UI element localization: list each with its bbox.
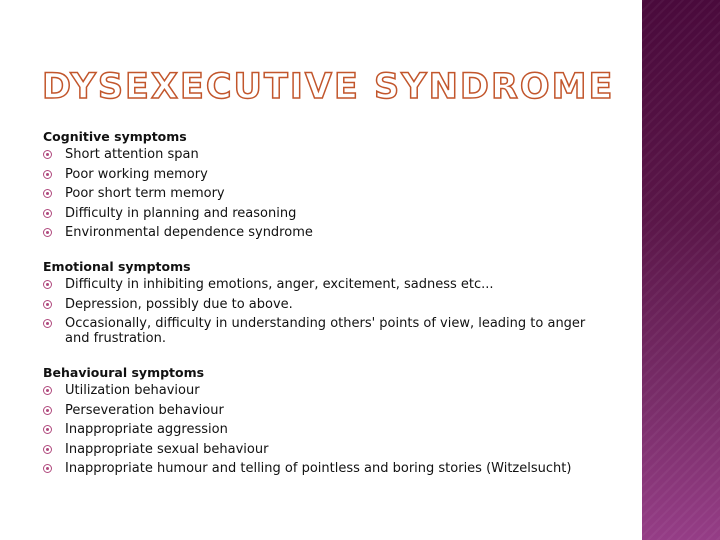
list-item xyxy=(43,316,613,346)
list-item xyxy=(43,403,613,418)
bullet-icon xyxy=(43,170,52,179)
list-item-text: Utilization behaviour xyxy=(65,383,200,398)
section-heading: Emotional symptoms xyxy=(43,259,191,274)
list-item-text: Environmental dependence syndrome xyxy=(65,225,313,240)
list-item xyxy=(43,383,613,398)
section-heading: Cognitive symptoms xyxy=(43,129,187,144)
bullet-icon xyxy=(43,150,52,159)
list-item-text: Difficulty in inhibiting emotions, anger, excitement, sadness etc... xyxy=(65,277,494,292)
bullet-list xyxy=(43,383,613,476)
section-behavioural xyxy=(43,364,613,476)
list-item-text: Inappropriate sexual behaviour xyxy=(65,441,269,457)
list-item-text: Depression, possibly due to above. xyxy=(65,296,293,312)
list-item-text: Inappropriate aggression xyxy=(65,422,228,437)
list-item xyxy=(43,167,613,182)
list-item xyxy=(43,442,613,457)
list-item xyxy=(43,186,613,201)
bullet-icon xyxy=(43,425,52,434)
side-band-texture xyxy=(642,0,720,540)
list-item-text: Poor working memory xyxy=(65,166,208,182)
bullet-icon xyxy=(43,386,52,395)
list-item xyxy=(43,225,613,240)
list-item xyxy=(43,277,613,292)
section-heading: Behavioural symptoms xyxy=(43,365,205,380)
slide-content xyxy=(43,128,613,494)
bullet-icon xyxy=(43,319,52,328)
bullet-icon xyxy=(43,300,52,309)
list-item-text: Perseveration behaviour xyxy=(65,402,224,418)
bullet-icon xyxy=(43,280,52,289)
section-emotional xyxy=(43,258,613,346)
list-item-text: Poor short term memory xyxy=(65,186,225,201)
section-cognitive xyxy=(43,128,613,240)
slide-title: DYSEXECUTIVE SYNDROME xyxy=(42,67,615,107)
bullet-list xyxy=(43,147,613,240)
bullet-icon xyxy=(43,209,52,218)
bullet-list xyxy=(43,277,613,346)
list-item xyxy=(43,206,613,221)
list-item-text: Difficulty in planning and reasoning xyxy=(65,205,297,221)
bullet-icon xyxy=(43,189,52,198)
list-item xyxy=(43,461,613,476)
bullet-icon xyxy=(43,406,52,415)
list-item xyxy=(43,147,613,162)
list-item xyxy=(43,297,613,312)
list-item-text: Inappropriate humour and telling of pointless and boring stories (Witzelsucht) xyxy=(65,461,572,476)
bullet-icon xyxy=(43,445,52,454)
decorative-side-band xyxy=(642,0,720,540)
bullet-icon xyxy=(43,228,52,237)
list-item-text: Occasionally, difficulty in understanding others' points of view, leading to anger and frustration. xyxy=(65,316,586,346)
list-item-text: Short attention span xyxy=(65,147,199,162)
list-item xyxy=(43,422,613,437)
bullet-icon xyxy=(43,464,52,473)
